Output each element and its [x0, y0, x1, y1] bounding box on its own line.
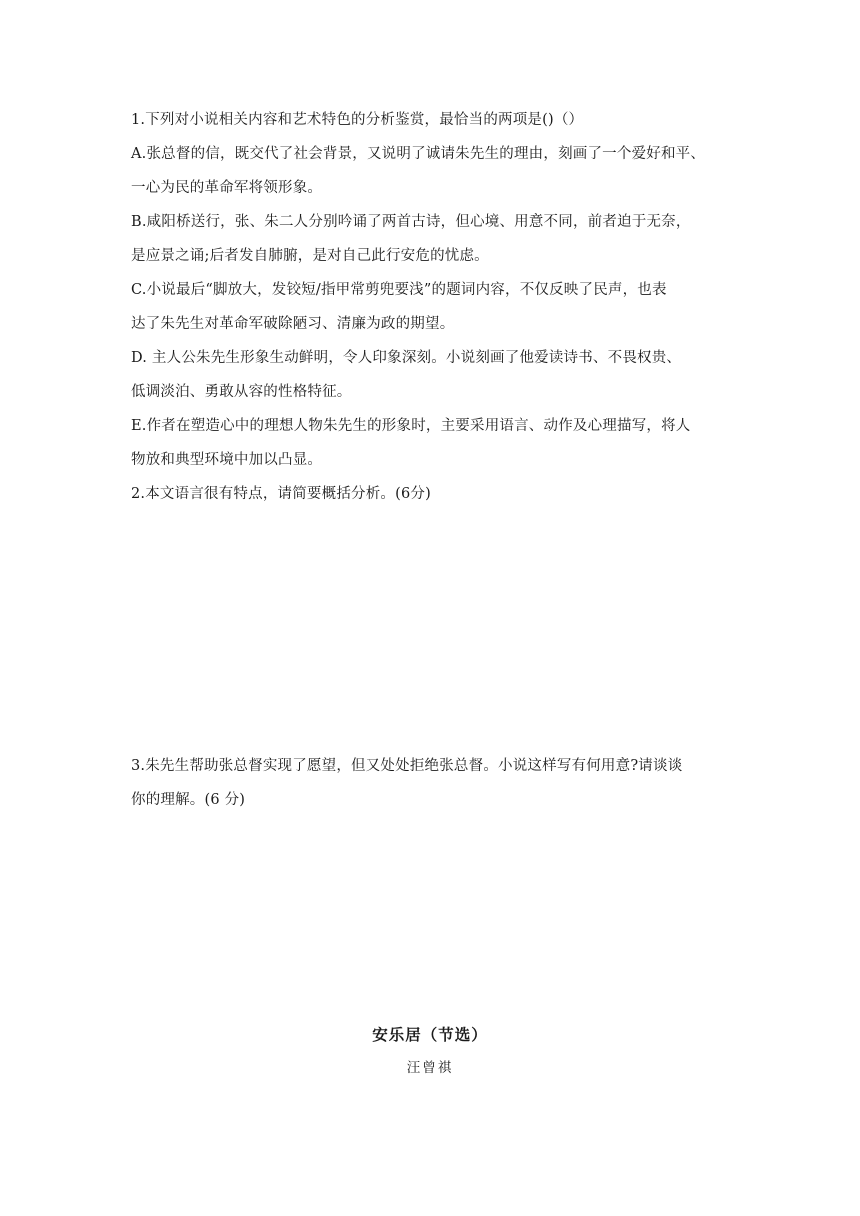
option-d-line-2: 低调淡泊、勇敢从容的性格特征。: [131, 384, 352, 400]
passage-title: 安乐居（节选）: [372, 1025, 488, 1044]
option-d-line-1: D. 主人公朱先生形象生动鲜明，令人印象深刻。小说刻画了他爱读诗书、不畏权贵、: [131, 350, 682, 366]
passage-author: 汪曾祺: [406, 1060, 454, 1076]
question-3-line-2: 你的理解。(6 分): [131, 792, 246, 808]
option-a-line-1: A.张总督的信，既交代了社会背景，又说明了诚请朱先生的理由，刻画了一个爱好和平、: [131, 146, 706, 162]
question-2-stem: 2.本文语言很有特点，请简要概括分析。(6分): [131, 486, 431, 502]
option-e-line-2: 物放和典型环境中加以凸显。: [131, 452, 323, 468]
question-1-stem: 1.下列对小说相关内容和艺术特色的分析鉴赏，最恰当的两项是()（）: [131, 112, 584, 128]
option-c-line-2: 达了朱先生对革命军破除陋习、清廉为政的期望。: [131, 316, 455, 332]
option-b-line-1: B.咸阳桥送行，张、朱二人分别吟诵了两首古诗，但心境、用意不同，前者迫于无奈，: [131, 214, 691, 230]
option-a-line-2: 一心为民的革命军将领形象。: [131, 180, 323, 196]
question-3-line-1: 3.朱先生帮助张总督实现了愿望，但又处处拒绝张总督。小说这样写有何用意?请谈谈: [131, 758, 683, 774]
option-c-line-1: C.小说最后“脚放大，发铰短/指甲常剪兜要浅”的题词内容，不仅反映了民声，也表: [131, 282, 667, 298]
option-e-line-1: E.作者在塑造心中的理想人物朱先生的形象时，主要采用语言、动作及心理描写，将人: [131, 418, 691, 434]
option-b-line-2: 是应景之诵;后者发自肺腑，是对自己此行安危的忧虑。: [131, 248, 489, 264]
